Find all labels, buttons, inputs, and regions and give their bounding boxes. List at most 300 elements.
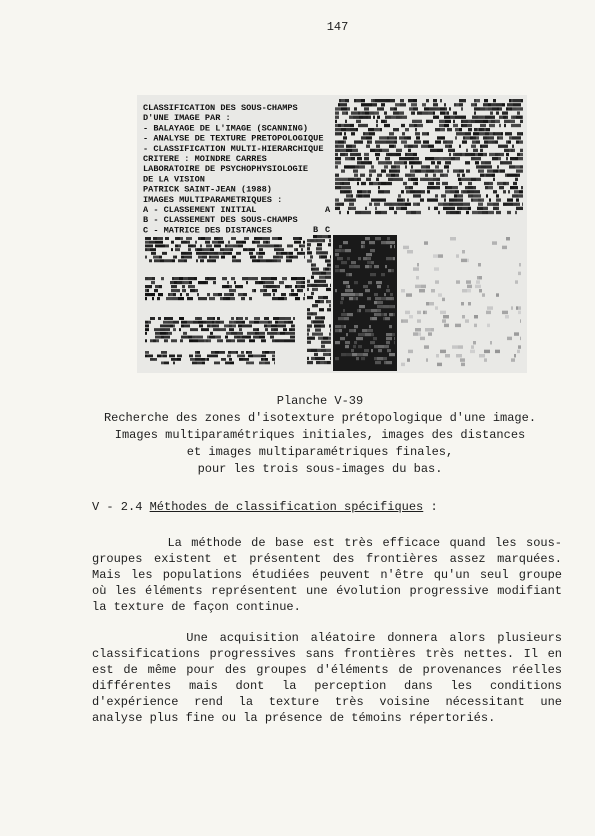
texture-block — [436, 354, 439, 357]
texture-block — [205, 358, 207, 361]
texture-block — [327, 341, 331, 344]
texture-block — [244, 237, 249, 240]
texture-block — [375, 361, 381, 364]
texture-block — [386, 140, 390, 143]
texture-block — [237, 339, 239, 342]
texture-block — [360, 111, 362, 114]
texture-block — [376, 145, 380, 148]
texture-block — [405, 128, 409, 131]
texture-block — [498, 153, 500, 156]
texture-block — [278, 252, 281, 255]
texture-block — [399, 111, 404, 114]
texture-block — [356, 120, 361, 123]
texture-block — [236, 241, 242, 244]
texture-block — [426, 169, 430, 172]
texture-block — [206, 321, 212, 324]
texture-block — [378, 186, 380, 189]
texture-block — [479, 289, 482, 292]
texture-block — [155, 244, 158, 247]
texture-block — [207, 336, 209, 339]
texture-block — [435, 280, 439, 283]
texture-block — [427, 186, 429, 189]
texture-block — [473, 341, 476, 344]
texture-block — [184, 281, 189, 284]
texture-block — [384, 361, 386, 364]
texture-block — [386, 182, 390, 185]
texture-block — [381, 103, 385, 106]
texture-block — [371, 99, 373, 102]
texture-block — [151, 281, 155, 284]
texture-block — [330, 328, 331, 331]
texture-block — [335, 178, 337, 181]
texture-block — [393, 257, 395, 260]
texture-block — [425, 174, 428, 177]
texture-block — [477, 276, 479, 279]
paragraph-line: groupes existent et présentent des frontières assez marquées. — [92, 552, 562, 566]
texture-block — [381, 169, 386, 172]
caption-line: et images multiparamétriques finales, — [186, 445, 454, 459]
texture-block — [295, 285, 297, 288]
texture-block — [174, 277, 179, 280]
texture-block — [288, 321, 293, 324]
texture-block — [499, 186, 504, 189]
texture-block — [217, 339, 220, 342]
texture-block — [312, 272, 316, 275]
texture-block — [428, 111, 433, 114]
texture-block — [401, 190, 404, 193]
texture-block — [161, 351, 167, 354]
texture-block — [263, 281, 265, 284]
texture-block — [197, 248, 202, 251]
texture-block — [326, 349, 331, 352]
paragraph-line: Mais les populations étudiées peuvent n'être qu'un seul groupe — [92, 568, 562, 582]
texture-block — [406, 293, 412, 296]
texture-block — [485, 161, 491, 164]
paragraph — [92, 630, 562, 726]
texture-block — [320, 280, 326, 283]
texture-block — [374, 128, 380, 131]
section-number: V - 2.4 — [92, 500, 150, 514]
texture-block — [361, 245, 363, 248]
texture-block — [164, 336, 170, 339]
texture-block — [456, 280, 460, 283]
texture-block — [386, 341, 390, 344]
texture-block — [182, 285, 185, 288]
texture-block — [182, 289, 184, 292]
texture-block — [516, 124, 521, 127]
texture-block — [378, 182, 381, 185]
texture-block — [515, 280, 518, 283]
texture-block — [375, 207, 377, 210]
texture-block — [364, 107, 369, 110]
texture-block — [504, 149, 509, 152]
texture-block — [359, 116, 363, 119]
texture-block — [387, 136, 389, 139]
texture-block — [304, 256, 305, 259]
texture-block — [482, 293, 485, 296]
texture-block — [285, 317, 291, 320]
texture-block — [341, 128, 346, 131]
texture-block — [338, 103, 340, 106]
texture-block — [164, 317, 166, 320]
texture-block — [377, 309, 381, 312]
texture-block — [492, 107, 497, 110]
texture-block — [375, 237, 381, 240]
texture-block — [453, 153, 455, 156]
texture-block — [517, 111, 520, 114]
texture-block — [483, 120, 488, 123]
texture-block — [393, 313, 395, 316]
texture-block — [518, 207, 523, 210]
texture-block — [503, 203, 507, 206]
texture-block — [495, 153, 498, 156]
texture-block — [337, 203, 342, 206]
texture-block — [271, 281, 274, 284]
texture-block — [515, 165, 520, 168]
texture-block — [190, 358, 195, 361]
texture-block — [238, 244, 243, 247]
texture-block — [399, 157, 404, 160]
texture-block — [269, 351, 274, 354]
texture-block — [359, 165, 365, 168]
texture-block — [407, 250, 413, 253]
texture-block — [375, 140, 381, 143]
texture-block — [509, 132, 512, 135]
texture-block — [496, 198, 501, 201]
texture-block — [340, 153, 345, 156]
texture-block — [366, 253, 372, 256]
texture-block — [341, 169, 345, 172]
texture-block — [329, 239, 331, 242]
texture-block — [384, 124, 390, 127]
texture-block — [363, 257, 367, 260]
texture-block — [513, 174, 517, 177]
texture-block — [426, 99, 429, 102]
texture-block — [150, 339, 153, 342]
texture-block — [344, 140, 346, 143]
texture-block — [307, 308, 310, 311]
texture-block — [340, 301, 343, 304]
texture-block — [364, 103, 370, 106]
paragraph-line: analyse plus fine ou la présence de témoins répertoriés. — [92, 711, 496, 725]
texture-block — [487, 306, 493, 309]
texture-block — [307, 251, 312, 254]
texture-block — [203, 281, 206, 284]
texture-block — [272, 332, 277, 335]
texture-block — [236, 351, 238, 354]
texture-block — [307, 243, 311, 246]
texture-block — [437, 363, 442, 366]
texture-block — [386, 161, 392, 164]
texture-block — [471, 153, 475, 156]
texture-block — [415, 328, 421, 331]
texture-block — [311, 276, 314, 279]
texture-block — [212, 324, 216, 327]
texture-block — [195, 336, 197, 339]
texture-block — [147, 248, 150, 251]
texture-block — [365, 237, 370, 240]
texture-block — [381, 140, 386, 143]
texture-block — [213, 355, 218, 358]
texture-block — [271, 285, 276, 288]
texture-block — [347, 257, 350, 260]
texture-block — [455, 153, 460, 156]
texture-block — [170, 324, 173, 327]
texture-block — [435, 165, 439, 168]
texture-block — [504, 120, 510, 123]
texture-block — [355, 165, 359, 168]
texture-block — [455, 128, 459, 131]
texture-block — [160, 332, 166, 335]
texture-block — [261, 339, 264, 342]
texture-block — [205, 328, 209, 331]
texture-block — [518, 157, 523, 160]
texture-block — [358, 194, 362, 197]
figure-caption — [60, 393, 580, 478]
texture-block — [474, 128, 477, 131]
texture-block — [307, 357, 309, 360]
texture-block — [378, 345, 384, 348]
texture-block — [489, 124, 495, 127]
texture-block — [471, 145, 476, 148]
texture-block — [342, 182, 344, 185]
texture-block — [187, 297, 193, 300]
texture-block — [361, 337, 363, 340]
texture-block — [387, 285, 389, 288]
texture-block — [362, 111, 365, 114]
texture-block — [184, 256, 189, 259]
texture-block — [284, 339, 290, 342]
texture-block — [346, 186, 351, 189]
texture-block — [297, 277, 303, 280]
texture-block — [352, 145, 356, 148]
texture-block — [465, 178, 471, 181]
texture-block — [424, 145, 428, 148]
texture-block — [490, 116, 495, 119]
texture-block — [416, 276, 419, 279]
texture-block — [316, 247, 322, 250]
texture-block — [150, 248, 156, 251]
texture-block — [315, 316, 321, 319]
texture-block — [433, 174, 436, 177]
texture-block — [170, 259, 172, 262]
texture-block — [408, 145, 413, 148]
texture-block — [252, 259, 257, 262]
texture-block — [249, 248, 255, 251]
texture-block — [409, 124, 414, 127]
texture-block — [521, 99, 523, 102]
texture-block — [363, 285, 368, 288]
texture-block — [242, 324, 247, 327]
texture-block — [444, 124, 449, 127]
texture-block — [291, 289, 294, 292]
texture-block — [484, 174, 486, 177]
texture-block — [422, 132, 427, 135]
texture-block — [468, 128, 472, 131]
texture-block — [311, 263, 313, 266]
texture-block — [264, 339, 266, 342]
texture-block — [496, 211, 501, 214]
texture-block — [310, 255, 313, 258]
texture-block — [387, 237, 390, 240]
texture-block — [195, 351, 197, 354]
texture-block — [220, 328, 226, 331]
texture-block — [195, 317, 197, 320]
texture-block — [374, 357, 377, 360]
texture-block — [446, 211, 450, 214]
texture-block — [307, 296, 313, 299]
texture-block — [444, 198, 446, 201]
texture-block — [443, 315, 449, 318]
texture-block — [177, 355, 182, 358]
texture-block — [165, 328, 170, 331]
texture-block — [470, 136, 473, 139]
texture-block — [450, 211, 456, 214]
texture-block — [211, 256, 215, 259]
texture-block — [455, 116, 461, 119]
texture-block — [155, 332, 160, 335]
texture-block — [389, 132, 394, 135]
texture-block — [413, 111, 415, 114]
texture-block — [163, 244, 165, 247]
texture-block — [462, 315, 465, 318]
texture-block — [315, 328, 321, 331]
texture-block — [338, 317, 344, 320]
texture-block — [239, 328, 242, 331]
texture-block — [440, 128, 445, 131]
texture-block — [369, 132, 375, 135]
texture-block — [265, 351, 269, 354]
texture-block — [410, 169, 415, 172]
texture-block — [351, 157, 355, 160]
texture-block — [487, 169, 493, 172]
texture-block — [329, 333, 331, 336]
texture-block — [263, 285, 266, 288]
texture-block — [289, 332, 295, 335]
texture-block — [412, 120, 416, 123]
texture-block — [486, 311, 491, 314]
texture-block — [449, 107, 451, 110]
texture-block — [475, 157, 481, 160]
texture-block — [401, 203, 405, 206]
texture-block — [307, 259, 312, 262]
texture-block — [502, 111, 508, 114]
texture-block — [411, 211, 416, 214]
texture-block — [177, 358, 181, 361]
texture-block — [288, 259, 292, 262]
texture-block — [512, 194, 518, 197]
texture-block — [368, 190, 371, 193]
texture-block — [293, 317, 295, 320]
texture-block — [511, 116, 513, 119]
texture-block — [351, 261, 356, 264]
texture-block — [217, 317, 220, 320]
texture-block — [365, 309, 371, 312]
texture-block — [279, 281, 284, 284]
texture-block — [392, 333, 395, 336]
texture-block — [262, 351, 265, 354]
texture-block — [273, 256, 279, 259]
texture-block — [453, 169, 459, 172]
texture-block — [166, 297, 172, 300]
texture-block — [488, 107, 492, 110]
texture-block — [242, 277, 248, 280]
texture-block — [504, 124, 506, 127]
texture-block — [349, 297, 353, 300]
texture-block — [248, 355, 253, 358]
texture-block — [341, 297, 344, 300]
texture-block — [293, 237, 299, 240]
texture-block — [517, 153, 520, 156]
paragraph-line: La méthode de base est très efficace quand les sous- — [92, 536, 562, 550]
texture-block — [433, 107, 436, 110]
screen-text-line: B - CLASSEMENT DES SOUS-CHAMPS — [143, 215, 298, 226]
texture-block — [503, 182, 506, 185]
texture-block — [224, 293, 230, 296]
texture-block — [516, 107, 520, 110]
texture-block — [220, 248, 224, 251]
texture-block — [224, 324, 229, 327]
texture-block — [496, 293, 499, 296]
texture-block — [396, 165, 400, 168]
texture-block — [392, 153, 396, 156]
texture-block — [443, 140, 447, 143]
texture-block — [168, 321, 170, 324]
texture-block — [234, 281, 236, 284]
texture-block — [171, 289, 177, 292]
texture-block — [335, 111, 339, 114]
texture-block — [473, 194, 478, 197]
texture-block — [503, 116, 506, 119]
texture-block — [341, 261, 347, 264]
texture-block — [521, 186, 523, 189]
texture-block — [335, 182, 340, 185]
texture-block — [480, 145, 482, 148]
texture-block — [254, 237, 257, 240]
texture-block — [506, 182, 509, 185]
texture-block — [275, 321, 278, 324]
texture-block — [346, 273, 349, 276]
texture-block — [385, 116, 391, 119]
texture-block — [395, 136, 397, 139]
texture-block — [390, 182, 392, 185]
texture-block — [316, 361, 320, 364]
texture-block — [327, 308, 330, 311]
texture-block — [153, 237, 157, 240]
texture-block — [414, 157, 419, 160]
texture-block — [152, 297, 154, 300]
texture-block — [210, 324, 212, 327]
texture-block — [246, 281, 248, 284]
texture-block — [358, 333, 360, 336]
texture-block — [441, 194, 446, 197]
texture-block — [317, 243, 322, 246]
texture-block — [221, 256, 225, 259]
texture-block — [249, 297, 252, 300]
texture-block — [459, 211, 461, 214]
texture-block — [485, 132, 489, 135]
texture-block — [246, 336, 251, 339]
texture-block — [429, 120, 433, 123]
texture-block — [486, 211, 488, 214]
texture-block — [343, 136, 345, 139]
texture-block — [479, 354, 485, 357]
texture-block — [440, 111, 445, 114]
texture-block — [371, 261, 374, 264]
texture-block — [353, 169, 356, 172]
texture-block — [478, 116, 483, 119]
texture-block — [194, 277, 197, 280]
